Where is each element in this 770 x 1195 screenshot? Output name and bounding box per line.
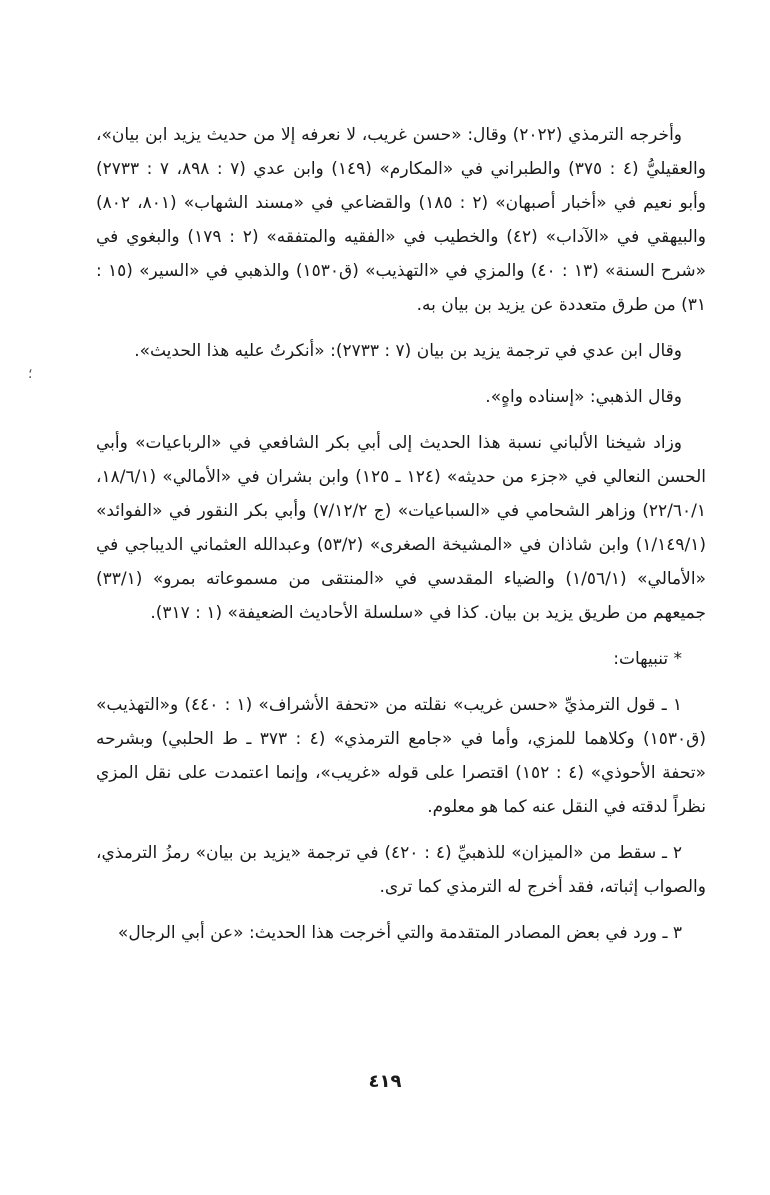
paragraph-takhrij: وأخرجه الترمذي (٢٠٢٢) وقال: «حسن غريب، لا نعرفه إلا من حديث يزيد ابن بيان»، والعقيليُّ (٤ : ٣٧٥) والطبراني في «المكارم» (١٤٩) وابن عدي (٧ : ٨٩٨، ٧ : ٢٧٣٣) وأبو نعيم في «أخبار أصبهان» (٢ : ١٨٥) والقضاعي في «مسند الشهاب» (٨٠١، ٨٠٢) والبيهقي في «الآداب» (٤٢) والخطيب في «الفقيه والمتفقه» (٢ : ١٧٩) والبغوي في «شرح السنة» (١٣ : ٤٠) والمزي في «التهذيب» (ق١٥٣٠) والذهبي في «السير» (١٥ : ٣١) من طرق متعددة عن يزيد بن بيان به.	[96, 125, 707, 315]
paragraph-ibn-adi: وقال ابن عدي في ترجمة يزيد بن بيان (٧ : ٢٧٣٣): «أنكرتُ عليه هذا الحديث».	[134, 341, 682, 361]
paragraph-dhahabi: وقال الذهبي: «إسناده واهٍ».	[485, 387, 682, 407]
page-body	[96, 118, 706, 950]
note-3: ٣ ـ ورد في بعض المصادر المتقدمة والتي أخرجت هذا الحديث: «عن أبي الرجال»	[117, 923, 682, 943]
margin-mark: ؛	[28, 366, 33, 382]
paragraph-albani: وزاد شيخنا الألباني نسبة هذا الحديث إلى أبي بكر الشافعي في «الرباعيات» وأبي الحسن النعالي في «جزء من حديثه» (١٢٤ ـ ١٢٥) وابن بشران في «الأمالي» (١٨/٦/١، ٢٢/٦٠/١) وزاهر الشحامي في «السباعيات» (ج ٧/١٢/٢) وأبي بكر النقور في «الفوائد» (١/١٤٩/١) وابن شاذان في «المشيخة الصغرى» (٥٣/٢) وعبدالله العثماني الديباجي في «الأمالي» (١/٥٦/١) والضياء المقدسي في «المنتقى من مسموعاته بمرو» (٣٣/١) جميعهم من طريق يزيد بن بيان. كذا في «سلسلة الأحاديث الضعيفة» (١ : ٣١٧).	[96, 433, 707, 623]
page-number: ٤١٩	[368, 1071, 402, 1092]
heading-notes: * تنبيهات:	[613, 649, 682, 669]
note-1: ١ ـ قول الترمذيِّ «حسن غريب» نقلته من «تحفة الأشراف» (١ : ٤٤٠) و«التهذيب» (ق١٥٣٠) وكلاهما للمزي، وأما في «جامع الترمذي» (٤ : ٣٧٣ ـ ط الحلبي) وبشرحه «تحفة الأحوذي» (٤ : ١٥٢) اقتصرا على قوله «غريب»، وإنما اعتمدت على نقل المزي نظراً لدقته في النقل عنه كما هو معلوم.	[96, 695, 706, 817]
note-2: ٢ ـ سقط من «الميزان» للذهبيِّ (٤ : ٤٢٠) في ترجمة «يزيد بن بيان» رمزُ الترمذي، والصواب إثباته، فقد أخرج له الترمذي كما ترى.	[96, 843, 706, 897]
